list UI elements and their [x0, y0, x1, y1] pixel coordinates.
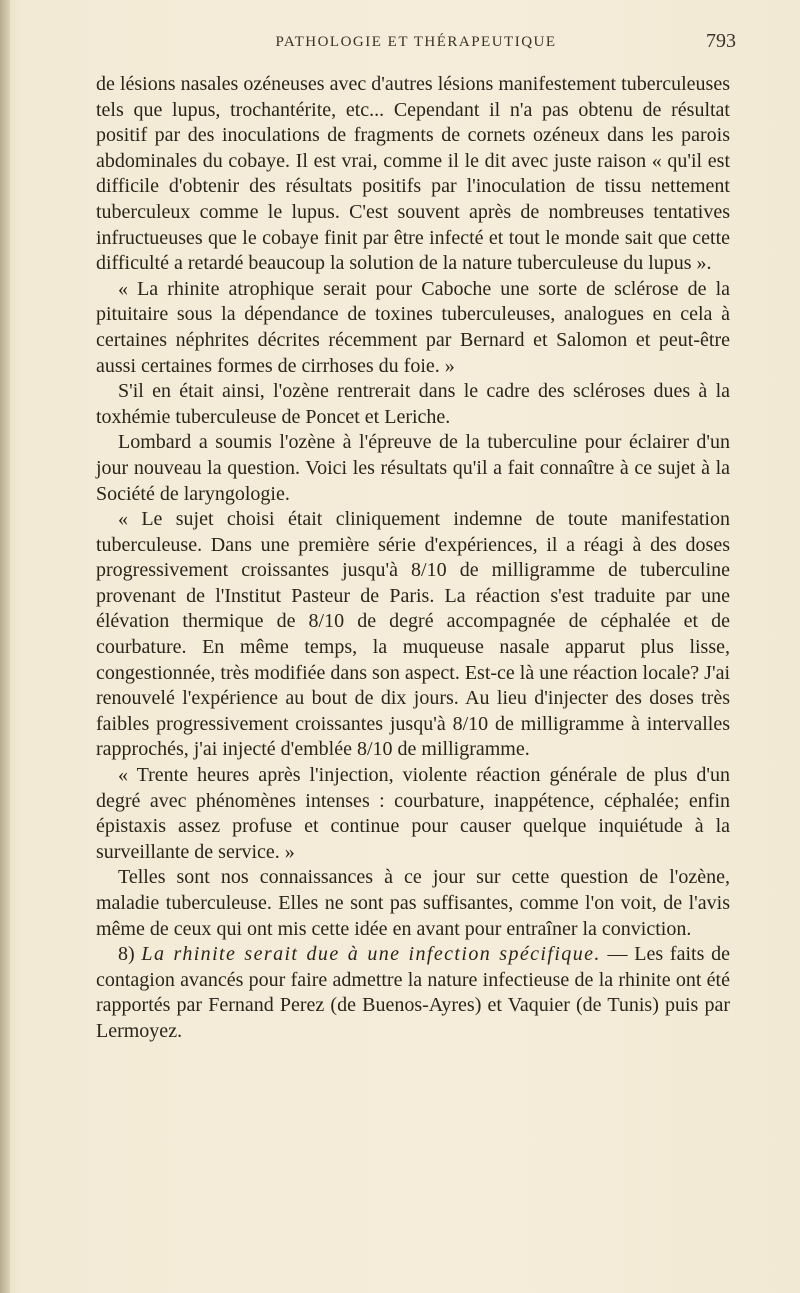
page-binding-edge	[0, 0, 10, 1293]
section-heading-italic: La rhinite serait due à une infection spécifique.	[141, 943, 601, 966]
paragraph-section-8	[96, 942, 730, 1044]
paragraph-lombard: Lombard a soumis l'ozène à l'épreuve de la tuberculine pour éclairer d'un jour nouveau la question. Voici les résultats qu'il a fait connaître à ce sujet à la Société de laryngologie.	[96, 431, 730, 505]
running-title: PATHOLOGIE ET THÉRAPEUTIQUE	[275, 34, 557, 50]
section-number: 8)	[118, 943, 142, 966]
page-header	[96, 30, 736, 60]
paragraph-continuation: de lésions nasales ozéneuses avec d'autres lésions manifestement tuberculeuses tels que lupus, trochantérite, etc... Cependant il n'a pas obtenu de résultat positif par des inoculations de fragments de cornets ozéneux dans les parois abdominales du cobaye. Il est vrai, comme il le dit avec juste raison « qu'il est difficile d'obtenir des résultats positifs par l'inoculation de tissu nettement tuberculeux comme le lupus. C'est souvent après de nombreuses tentatives infructueuses que le cobaye finit par être infecté et tout le monde sait que cette difficulté a retardé beaucoup la solution de la nature tuberculeuse du lupus ».	[96, 73, 730, 275]
paragraph-conclusion: Telles sont nos connaissances à ce jour sur cette question de l'ozène, maladie tuberculeuse. Elles ne sont pas suffisantes, comme l'on voit, de l'avis même de ceux qui ont mis cette idée en avant pour entraîner la conviction.	[96, 866, 730, 940]
paragraph-poncet-leriche: S'il en était ainsi, l'ozène rentrerait dans le cadre des scléroses dues à la toxhémie tuberculeuse de Poncet et Leriche.	[96, 380, 730, 428]
paragraph-experiment: « Le sujet choisi était cliniquement indemne de toute manifestation tuberculeuse. Dans une première série d'expériences, il a réagi à des doses progressivement croissantes jusqu'à 8/10 de milligramme de tuberculine provenant de l'Institut Pasteur de Paris. La réaction s'est traduite par une élévation thermique de 8/10 de degré accompagnée de céphalée et de courbature. En même temps, la muqueuse nasale apparut plus lisse, congestionnée, très modifiée dans son aspect. Est-ce là une réaction locale? J'ai renouvelé l'expérience au bout de dix jours. Au lieu d'injecter des doses très faibles progressivement croissantes jusqu'à 8/10 de milligramme à intervalles rapprochés, j'ai injecté d'emblée 8/10 de milligramme.	[96, 508, 730, 761]
page-number: 793	[706, 30, 736, 52]
page-body	[96, 72, 730, 1045]
paragraph-reaction: « Trente heures après l'injection, violente réaction générale de plus d'un degré avec phénomènes intenses : courbature, inappétence, céphalée; enfin épistaxis assez profuse et continue pour causer quelque inquiétude à la surveillante de service. »	[96, 764, 730, 863]
section-text: — Les faits de contagion avancés pour faire admettre la nature infectieuse de la rhinite ont été rapportés par Fernand Perez (de Buenos-Ayres) et Vaquier (de Tunis) puis par Lermoyez.	[96, 943, 730, 1042]
paragraph-caboche-quote: « La rhinite atrophique serait pour Caboche une sorte de sclérose de la pituitaire sous la dépendance de toxines tuberculeuses, analogues en cela à certaines néphrites décrites récemment par Bernard et Salomon et peut-être aussi certaines formes de cirrhoses du foie. »	[96, 277, 730, 377]
